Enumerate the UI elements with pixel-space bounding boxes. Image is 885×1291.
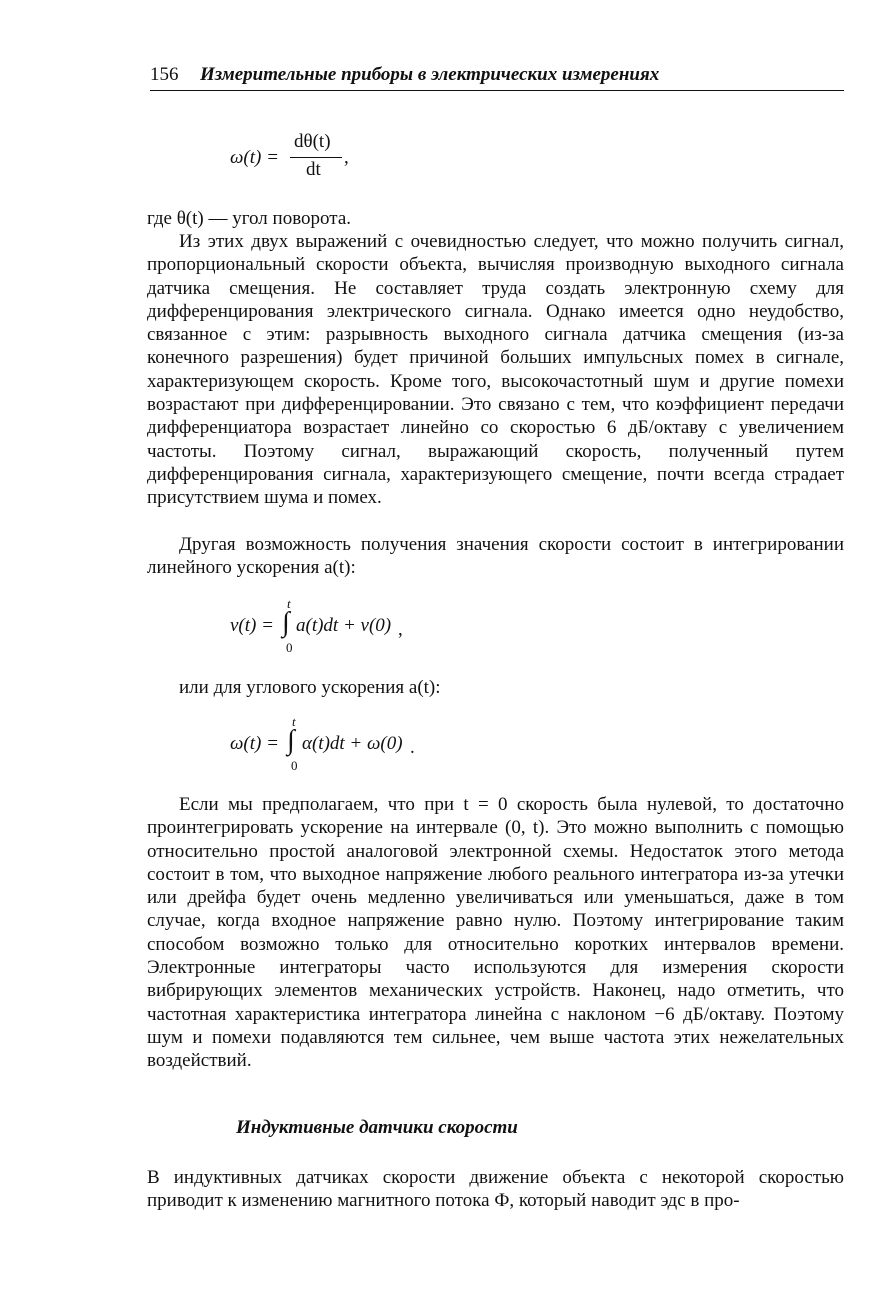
formula2-integrand: a(t)dt + v(0) [296, 615, 392, 636]
formula3-trail: . [410, 737, 415, 758]
fraction-bar [290, 157, 342, 158]
formula1-lhs: ω(t) = [230, 147, 279, 168]
formula2-trail: , [398, 619, 403, 640]
formula1-fraction [290, 131, 346, 181]
formula3-lower-limit: 0 [291, 758, 298, 773]
formula1-denominator: dt [306, 159, 321, 180]
running-header [150, 62, 844, 91]
paragraph-1: Из этих двух выражений с очевидностью следует, что можно получить сигнал, пропорциональный скорости объекта, вычисляя производную выходного сигнала датчика смещения. Не составляет труда создать электронную схему для дифференцирования электрического сигнала. Однако имеется одно неудобство, связанное с этим: разрывность выходного сигнала датчика смещения (из-за конечного разрешения) будет причиной больших импульсных помех в сигнале, характеризующем скорость. Кроме того, высокочастотный шум и другие помехи возрастают при дифференцировании. Это связано с тем, что коэффициент передачи дифференциатора возрастает линейно со скоростью 6 дБ/октаву с увеличением частоты. Поэтому сигнал, выражающий скорость, полученный путем дифференцирования сигнала, характеризующего смещение, почти всегда страдает присутствием шума и помех. [147, 231, 844, 509]
formula2-lower-limit: 0 [286, 640, 293, 655]
section-heading: Индуктивные датчики скорости [236, 1117, 518, 1138]
formula1-numerator: dθ(t) [294, 131, 331, 152]
integral-sign: ∫ [282, 607, 290, 638]
paragraph-4: Если мы предполагаем, что при t = 0 скорость была нулевой, то достаточно проинтегрировать ускорение на интервале (0, t). Это можно выполнить с помощью относительно простой аналоговой электронной схемы. Недостаток этого метода состоит в том, что выходное напряжение любого реального интегратора из-за утечки или дрейфа будет очень медленно увеличиваться или уменьшаться, даже в том случае, когда входное напряжение равно нулю. Поэтому интегрирование таким способом возможно только для относительно коротких интервалов времени. Электронные интеграторы часто используются для измерения скорости вибрирующих элементов механических устройств. Наконец, надо отметить, что частотная характеристика интегратора линейна с наклоном −6 дБ/октаву. Поэтому шум и помехи подавляются тем сильнее, чем выше частота этих нежелательных воздействий. [147, 794, 844, 1072]
formula3-lhs: ω(t) = [230, 733, 279, 754]
page-number: 156 [150, 64, 179, 85]
paragraph-5: В индуктивных датчиках скорости движение объекта с некоторой скоростью приводит к изменению магнитного потока Ф, который наводит эдс в про- [147, 1167, 844, 1212]
running-title: Измерительные приборы в электрических измерениях [200, 64, 660, 85]
formula3-integrand: α(t)dt + ω(0) [302, 733, 403, 754]
formula2-lhs: v(t) = [230, 615, 274, 636]
paragraph-2: Другая возможность получения значения скорости состоит в интегрировании линейного ускорения a(t): [147, 534, 844, 579]
integral-sign: ∫ [287, 725, 295, 756]
formula1-trail: , [344, 147, 349, 168]
formula3-upper-limit: t [292, 714, 296, 729]
paragraph-3: или для углового ускорения a(t): [179, 677, 441, 698]
formula2-upper-limit: t [287, 596, 291, 611]
paragraph-where: где θ(t) — угол поворота. [147, 208, 352, 229]
